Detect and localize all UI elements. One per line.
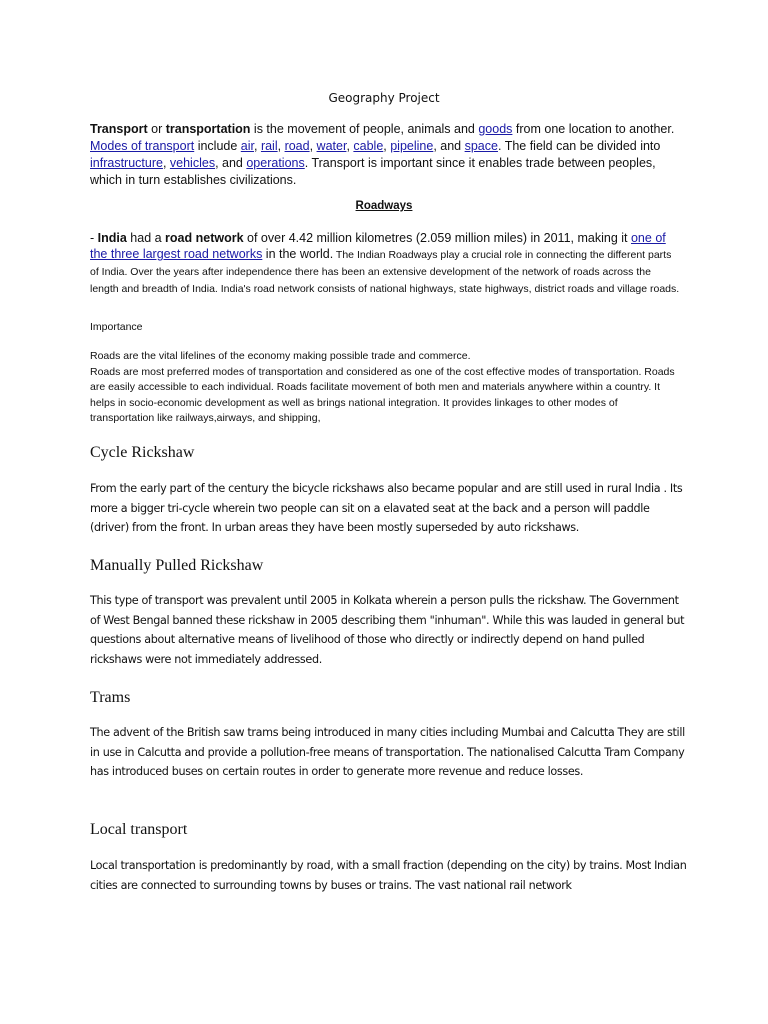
text-run: , bbox=[309, 139, 317, 153]
trams-paragraph: The advent of the British saw trams being introduced in many cities including Mumbai and Calcutta They are still in use in Calcutta and provide a pollution-free means of transportation. The nationalised Calcutta Tram Company has introduced buses on certain routes in order to generate more revenue and reduce losses. bbox=[90, 726, 685, 778]
text-run: in the world. bbox=[262, 247, 334, 261]
link-pipeline[interactable]: pipeline bbox=[390, 139, 434, 153]
text-run: . Transport is important since it enables trade between peoples, which in turn establishes civilizations. bbox=[90, 156, 656, 187]
text-run: , bbox=[383, 139, 391, 153]
link-infrastructure[interactable]: infrastructure bbox=[90, 156, 163, 170]
link-water[interactable]: water bbox=[316, 139, 347, 153]
heading-manually-pulled-rickshaw: Manually Pulled Rickshaw bbox=[90, 557, 264, 574]
link-operations[interactable]: operations bbox=[246, 156, 305, 170]
link-modes-of-transport[interactable]: Modes of transport bbox=[90, 139, 195, 153]
text-run: of over 4.42 million kilometres (2.059 million miles) in 2011, making it bbox=[243, 231, 631, 245]
link-rail[interactable]: rail bbox=[260, 139, 278, 153]
cycle-rickshaw-paragraph: From the early part of the century the bicycle rickshaws also became popular and are still used in rural India . Its more a bigger tri-cycle wherein two people can sit on a elavated seat at the back and a person will paddle (driver) from the front. In urban areas they have been mostly superseded by auto rickshaws. bbox=[90, 482, 683, 534]
heading-cycle-rickshaw: Cycle Rickshaw bbox=[90, 444, 195, 461]
text-run: is the movement of people, animals and bbox=[250, 122, 479, 136]
bold-term: road network bbox=[165, 231, 244, 245]
bold-term: Transport bbox=[90, 122, 148, 136]
link-space[interactable]: space bbox=[464, 139, 498, 153]
text-run: from one location to another. bbox=[512, 122, 675, 136]
importance-label: Importance bbox=[90, 321, 143, 333]
link-goods[interactable]: goods bbox=[478, 122, 513, 136]
link-largest-road-networks[interactable]: one of the three largest road networks bbox=[90, 231, 666, 261]
text-run: , and bbox=[215, 156, 247, 170]
text-run: , and bbox=[433, 139, 465, 153]
text-run: had a bbox=[126, 231, 166, 245]
text-run: or bbox=[147, 122, 166, 136]
importance-line: Roads are the vital lifelines of the economy making possible trade and commerce. bbox=[90, 350, 471, 362]
link-road[interactable]: road bbox=[284, 139, 310, 153]
intro-paragraph bbox=[90, 121, 680, 189]
link-vehicles[interactable]: vehicles bbox=[169, 156, 216, 170]
heading-local-transport: Local transport bbox=[90, 821, 188, 838]
roadways-paragraph bbox=[90, 230, 680, 297]
local-transport-paragraph: Local transportation is predominantly by road, with a small fraction (depending on the city) by trains. Most Indian cities are connected to surrounding towns by buses or trains. The vast national rail network bbox=[90, 859, 687, 892]
text-run: , bbox=[277, 139, 285, 153]
text-run: , bbox=[346, 139, 354, 153]
link-air[interactable]: air bbox=[240, 139, 254, 153]
text-run: , bbox=[162, 156, 170, 170]
heading-trams: Trams bbox=[90, 689, 131, 706]
page-title: Geography Project bbox=[328, 91, 440, 105]
bold-term: India bbox=[97, 231, 127, 245]
text-run: include bbox=[194, 139, 241, 153]
link-cable[interactable]: cable bbox=[353, 139, 384, 153]
text-run: The Indian Roadways play a crucial role in connecting the different parts of India. Over the years after independence there has been an extensive development of the network of roads across the length and breadth of India. India's road network consists of national highways, state highways, district roads and village roads. bbox=[90, 249, 680, 295]
text-run: . The field can be divided into bbox=[497, 139, 661, 153]
text-run: - bbox=[90, 231, 98, 245]
importance-paragraph bbox=[90, 349, 680, 427]
importance-body: Roads are most preferred modes of transportation and considered as one of the cost effective modes of transportation. Roads are easily accessible to each individual. Roads facilitate movement of both men and materials anywhere within a country. It helps in socio-economic development as well as brings national integration. It provides linkages to other modes of transportation like railways,airways, and shipping, bbox=[90, 365, 675, 424]
bold-term: transportation bbox=[165, 122, 251, 136]
manually-pulled-rickshaw-paragraph: This type of transport was prevalent until 2005 in Kolkata wherein a person pulls the rickshaw. The Government of West Bengal banned these rickshaw in 2005 describing them "inhuman". While this was lauded in general but questions about alternative means of livelihood of those who directly or indirectly depend on hand pulled rickshaws were not immediately addressed. bbox=[90, 594, 685, 666]
roadways-heading: Roadways bbox=[355, 200, 413, 212]
text-run: , bbox=[253, 139, 261, 153]
